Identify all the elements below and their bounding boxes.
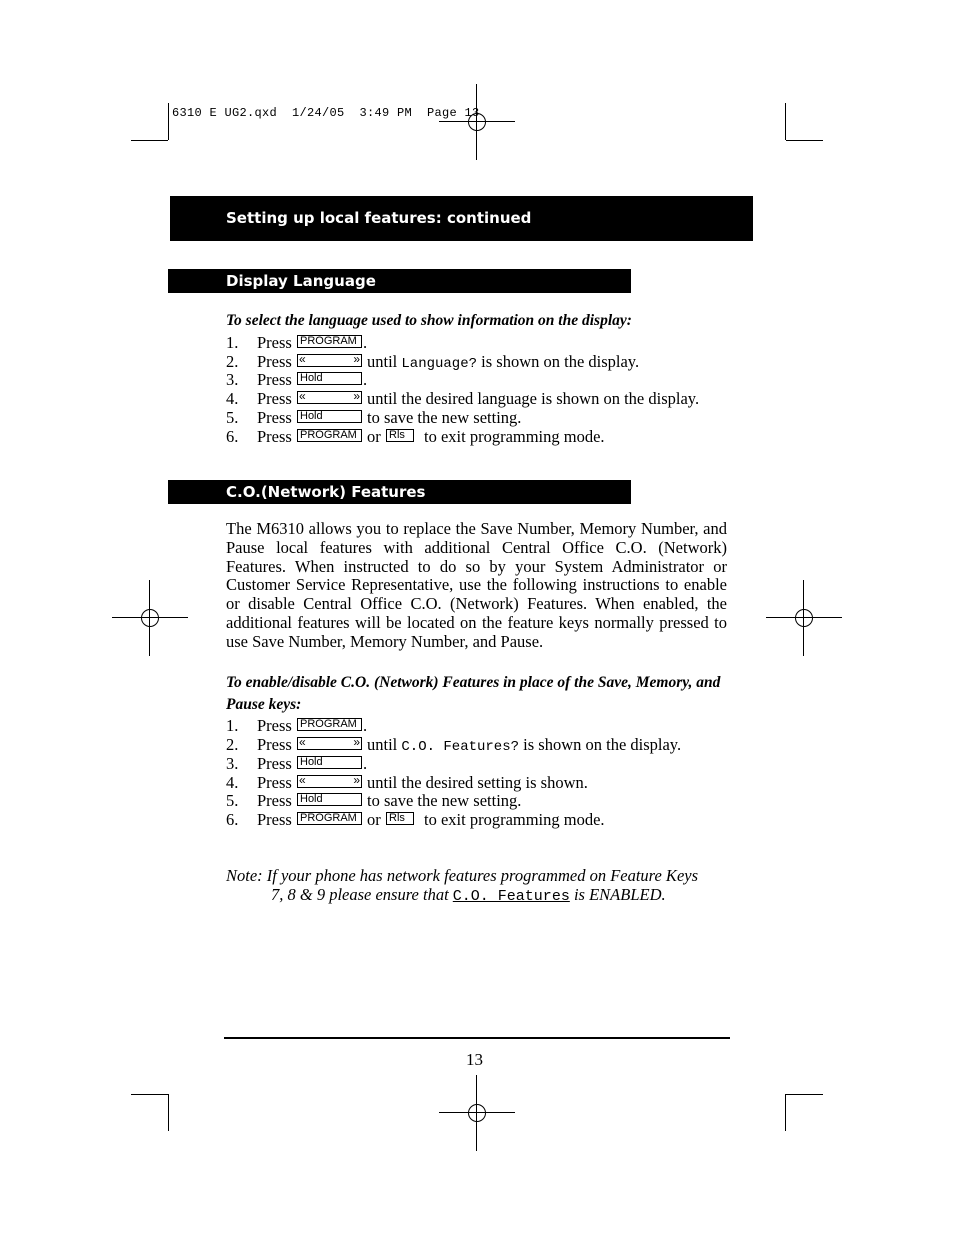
program-key-icon: PROGRAM [297,429,362,442]
step-number: 4. [226,773,239,792]
step-number: 3. [226,370,239,389]
crop-mark [131,1094,168,1095]
step-verb: Press [257,810,292,829]
step-text: . [363,370,368,389]
note-fragment: 7, 8 & 9 please ensure that [271,885,449,904]
step-text: until C.O. Features? is shown on the display. [367,735,682,755]
navigation-key-icon [297,775,362,788]
step-verb: Press [257,754,292,773]
chevron-left-icon: « [299,389,306,403]
hold-key-icon: Hold [297,410,362,423]
chevron-right-icon: » [353,352,360,366]
section-title: Display Language [226,272,376,290]
step-text: to save the new setting. [367,791,522,810]
footer-rule [224,1037,730,1039]
registration-mark-top [439,84,515,160]
step-number: 4. [226,389,239,408]
chevron-right-icon: » [353,735,360,749]
display-code: C.O. Features [452,888,570,905]
note-text [271,885,666,906]
note-text: Note: If your phone has network features programmed on Feature Keys [226,866,699,885]
crop-mark [785,1094,786,1131]
step-text: until Language? is shown on the display. [367,352,640,372]
crop-mark [785,103,786,140]
chevron-left-icon: « [299,735,306,749]
section-bar-display-language [168,269,631,293]
section-title: C.O.(Network) Features [226,483,426,501]
step-text: . [363,716,368,735]
page-number: 13 [466,1050,483,1069]
step-number: 2. [226,352,239,371]
step-verb: Press [257,427,292,446]
step-number: 5. [226,791,239,810]
step-text: to save the new setting. [367,408,522,427]
step-number: 2. [226,735,239,754]
step-text: or [367,427,381,446]
step-text: until the desired language is shown on the display. [367,389,700,408]
registration-mark-left [112,580,188,656]
step-text: to exit programming mode. [424,427,605,446]
registration-mark-right [766,580,842,656]
note-fragment: is ENABLED. [573,885,666,904]
section-bar-co-network-features [168,480,631,504]
crop-mark [168,103,169,140]
hold-key-icon: Hold [297,756,362,769]
chevron-right-icon: » [353,773,360,787]
navigation-key-icon [297,737,362,750]
file-slug: 6310 E UG2.qxd 1/24/05 3:49 PM Page 13 [172,106,480,120]
display-code: Language? [401,356,478,372]
program-key-icon: PROGRAM [297,335,362,348]
crop-mark [786,1094,823,1095]
crop-mark [168,1094,169,1131]
step-number: 1. [226,333,239,352]
header-title: Setting up local features: continued [226,209,532,227]
step-verb: Press [257,408,292,427]
step-number: 3. [226,754,239,773]
step-number: 1. [226,716,239,735]
crop-mark [786,140,823,141]
step-number: 6. [226,427,239,446]
registration-mark-bottom [439,1075,515,1151]
step-number: 6. [226,810,239,829]
crop-mark [131,140,168,141]
step-verb: Press [257,352,292,371]
chevron-left-icon: « [299,773,306,787]
display-code: C.O. Features? [401,739,520,755]
step-verb: Press [257,735,292,754]
hold-key-icon: Hold [297,372,362,385]
chevron-right-icon: » [353,389,360,403]
section-paragraph: The M6310 allows you to replace the Save Number, Memory Number, and Pause local features with additional Central Office C.O. (Network) Features. When instructed to do so by your System Administrator or Customer Service Representative, use the following instructions to enable or disable Central Office C.O. (Network) Features. When enabled, the additional features will be located on the feature keys normally pressed to use Save Number, Memory Number, and Pause. [226,519,727,651]
step-verb: Press [257,370,292,389]
step-text: to exit programming mode. [424,810,605,829]
step-number: 5. [226,408,239,427]
step-text: until the desired setting is shown. [367,773,588,792]
step-verb: Press [257,389,292,408]
step-verb: Press [257,333,292,352]
section-intro: To select the language used to show information on the display: [226,312,632,329]
navigation-key-icon [297,391,362,404]
step-verb: Press [257,773,292,792]
chevron-left-icon: « [299,352,306,366]
header-bar [170,196,753,241]
rls-key-icon: Rls [386,812,414,825]
rls-key-icon: Rls [386,429,414,442]
section-intro: To enable/disable C.O. (Network) Features in place of the Save, Memory, and [226,674,721,691]
hold-key-icon: Hold [297,793,362,806]
step-verb: Press [257,716,292,735]
program-key-icon: PROGRAM [297,718,362,731]
step-text: . [363,754,368,773]
step-verb: Press [257,791,292,810]
step-text: . [363,333,368,352]
section-intro: Pause keys: [226,696,302,713]
step-text: or [367,810,381,829]
navigation-key-icon [297,354,362,367]
program-key-icon: PROGRAM [297,812,362,825]
